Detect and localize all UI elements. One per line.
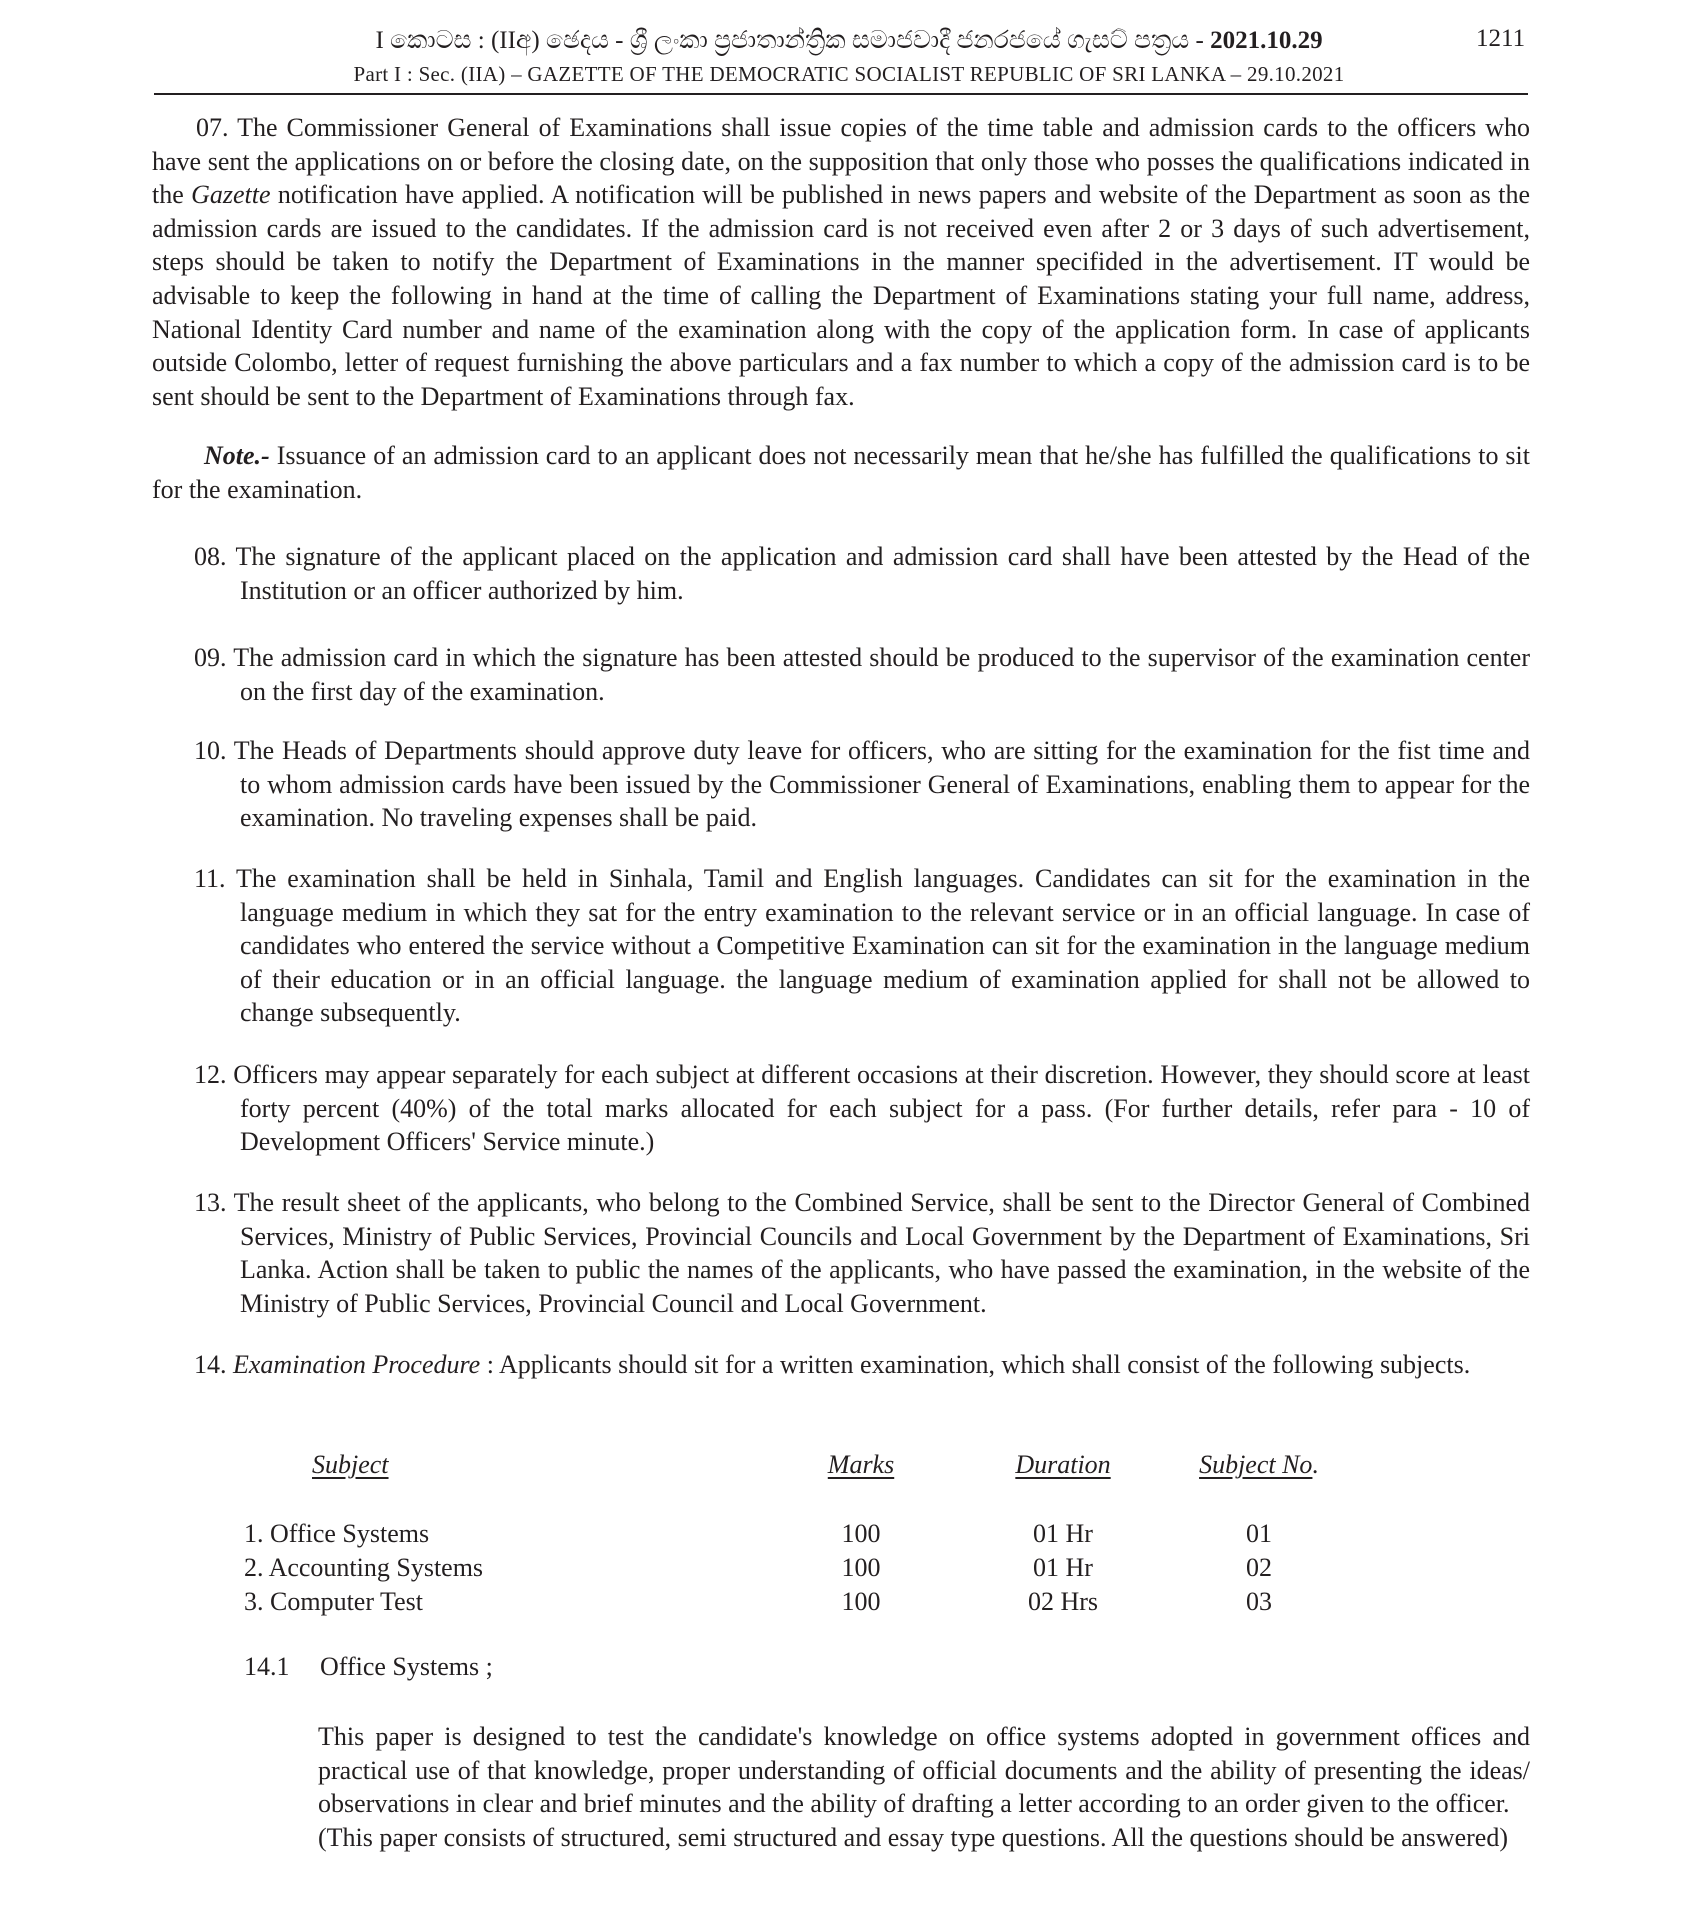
table-row-marks: 100 [841, 1587, 881, 1616]
table-header-duration: Duration [1015, 1450, 1111, 1479]
item-number: 10. [194, 736, 227, 765]
table-header-subject-no [1199, 1448, 1319, 1482]
item-text: : Applicants should sit for a written examination, which shall consist of the following subjects. [480, 1350, 1471, 1379]
subject-no-label: Subject No [1199, 1450, 1313, 1479]
item-number: 13. [194, 1188, 227, 1217]
item-number: 12. [194, 1060, 227, 1089]
item-text: The signature of the applicant placed on the application and admission card shall have been attested by the Head of the Institution or an officer authorized by him. [235, 542, 1530, 605]
table-row-duration: 02 Hrs [1027, 1587, 1099, 1616]
header-divider [154, 93, 1528, 95]
table-row-subject-no: 02 [1246, 1553, 1272, 1582]
paragraph-text: The Commissioner General of Examinations shall issue copies of the time table and admission cards to the officers who have sent the applications on or before the closing date, on the supposition that only those who posses the qualifications indicated in the [152, 113, 1530, 210]
table-row-subject: 3. Computer Test [244, 1587, 423, 1616]
table-header-subject: Subject [312, 1450, 389, 1479]
subsection-14-1-title [244, 1650, 493, 1684]
subsection-14-1-body [318, 1720, 1530, 1854]
item-text: The examination shall be held in Sinhala, Tamil and English languages. Candidates can sit for the examination in the language medium in which they sat for the entry examination to the relevant service or in an official language. In case of candidates who entered the service without a Competitive Examination can sit for the examination in the language medium of their education or in an official language. the language medium of examination applied for shall not be allowed to change subsequently. [235, 864, 1530, 1028]
item-13 [152, 1186, 1530, 1320]
item-text: The admission card in which the signature has been attested should be produced to the supervisor of the examination center on the first day of the examination. [233, 643, 1531, 706]
subsection-number: 14.1 [244, 1652, 290, 1681]
note-text: Issuance of an admission card to an applicant does not necessarily mean that he/she has fulfilled the qualifications to sit for the examination. [152, 441, 1530, 504]
table-row-subject-no: 03 [1246, 1587, 1272, 1616]
subsection-title: Office Systems ; [320, 1652, 493, 1681]
note-label: Note.- [204, 441, 270, 470]
gazette-header-english: Part I : Sec. (IIA) – GAZETTE OF THE DEMOCRATIC SOCIALIST REPUBLIC OF SRI LANKA – 29.10.2021 [353, 62, 1345, 86]
item-text: Officers may appear separately for each subject at different occasions at their discretion. However, they should score at least forty percent (40%) of the total marks allocated for each subject for a pass. (For further details, refer para - 10 of Development Officers' Service minute.) [233, 1060, 1530, 1157]
item-text: The Heads of Departments should approve duty leave for officers, who are sitting for the examination for the fist time and to whom admission cards have been issued by the Commissioner General of Examinations, enabling them to appear for the examination. No traveling expenses shall be paid. [233, 736, 1531, 833]
examination-procedure-italic: Examination Procedure [233, 1350, 481, 1379]
table-row-duration: 01 Hr [1033, 1553, 1093, 1582]
item-11 [152, 862, 1530, 1030]
subsection-text: This paper is designed to test the candidate's knowledge on office systems adopted in government offices and practical use of that knowledge, proper understanding of official documents and the ability of presenting the ideas/ observations in clear and brief minutes and the ability of drafting a letter according to an order given to the officer. [318, 1722, 1530, 1819]
item-09 [152, 641, 1530, 708]
item-number: 11. [194, 864, 226, 893]
sinhala-date: 2021.10.29 [1210, 27, 1323, 54]
paragraph-number: 07. [196, 113, 229, 142]
page-number: 1211 [1476, 25, 1526, 52]
table-row-subject: 1. Office Systems [244, 1519, 430, 1548]
note-paragraph [152, 439, 1530, 506]
gazette-italic: Gazette [191, 180, 271, 210]
gazette-header-sinhala [0, 24, 1698, 58]
item-number: 08. [194, 542, 227, 571]
item-number: 09. [194, 643, 227, 672]
item-12 [152, 1058, 1530, 1159]
subsection-note: (This paper consists of structured, semi structured and essay type questions. All the questions should be answered) [318, 1822, 1508, 1852]
item-10 [152, 734, 1530, 835]
subject-no-suffix: . [1312, 1450, 1319, 1479]
item-number: 14. [194, 1350, 227, 1379]
item-08 [152, 540, 1530, 607]
item-text: The result sheet of the applicants, who belong to the Combined Service, shall be sent to the Director General of Combined Services, Ministry of Public Services, Provincial Councils and Local Government by the Department of Examinations, Sri Lanka. Action shall be taken to public the names of the applicants, who have passed the examination, in the website of the Ministry of Public Services, Provincial Council and Local Government. [233, 1188, 1530, 1318]
table-row-marks: 100 [841, 1519, 881, 1548]
item-14 [152, 1348, 1530, 1382]
paragraph-07 [152, 111, 1530, 413]
table-row-subject-no: 01 [1246, 1519, 1272, 1548]
table-header-marks: Marks [827, 1450, 895, 1479]
table-row-duration: 01 Hr [1033, 1519, 1093, 1548]
table-row-marks: 100 [841, 1553, 881, 1582]
table-row-subject: 2. Accounting Systems [244, 1553, 484, 1582]
sinhala-title: I කොටස : (IIඅ) ඡෙදය - ශ්‍රී ලංකා ප්‍රජාතාන්ත්‍රික සමාජවාදී ජනරජයේ ගැසට් පත්‍රය - [375, 27, 1204, 54]
paragraph-text: notification have applied. A notification will be published in news papers and website of the Department as soon as the admission cards are issued to the candidates. If the admission card is not received even after 2 or 3 days of such advertisement, steps should be taken to notify the Department of Examinations in the manner specifided in the advertisement. IT would be advisable to keep the following in hand at the time of calling the Department of Examinations stating your full name, address, National Identity Card number and name of the examination along with the copy of the application form. In case of applicants outside Colombo, letter of request furnishing the above particulars and a fax number to which a copy of the admission card is to be sent should be sent to the Department of Examinations through fax. [152, 180, 1530, 411]
